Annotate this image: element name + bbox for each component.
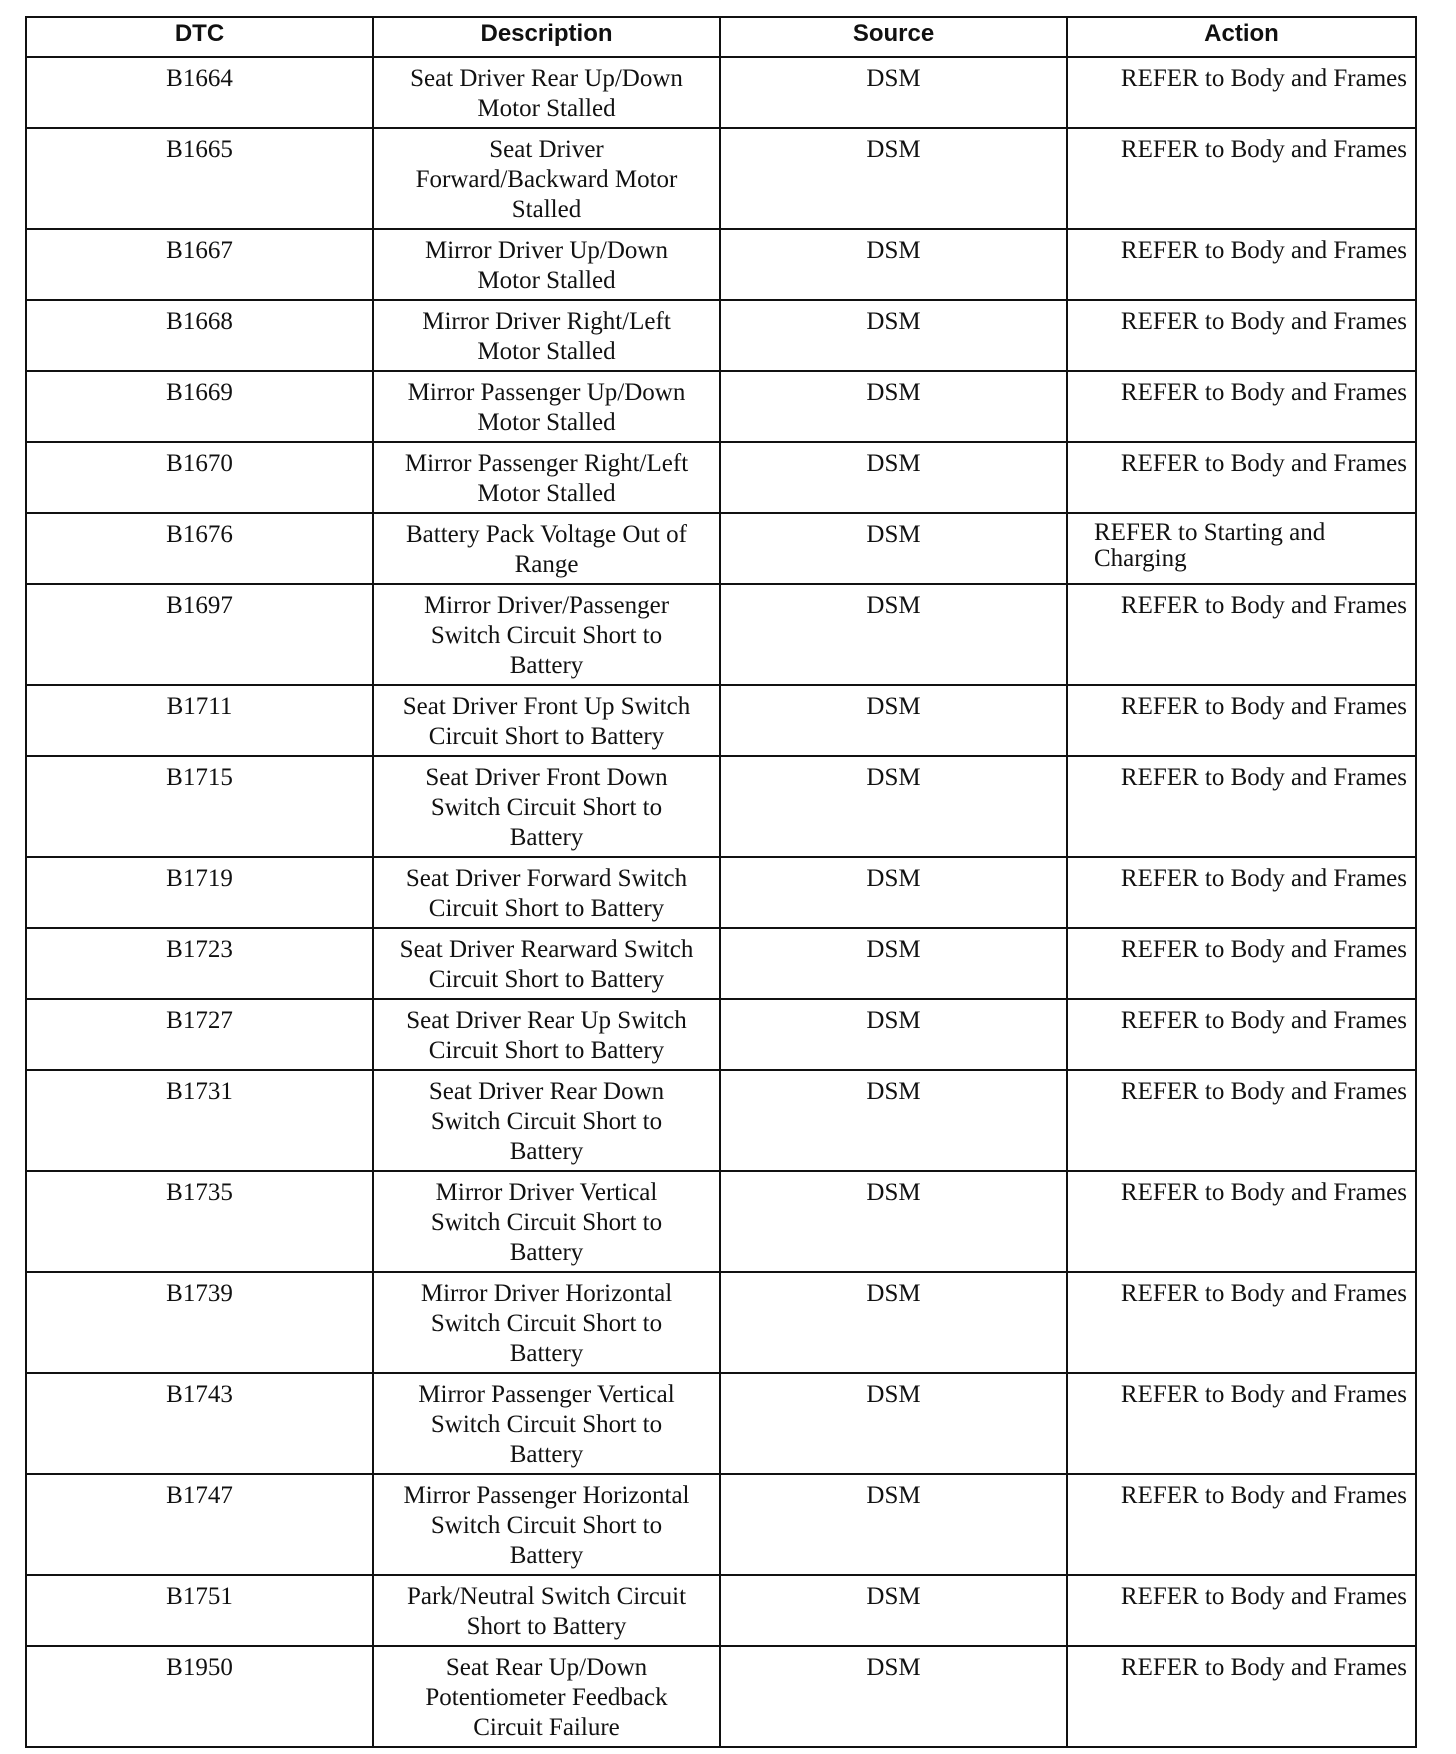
description-cell: Mirror Driver Up/Down Motor Stalled [373, 229, 720, 300]
source-cell: DSM [720, 1646, 1067, 1747]
table-row [26, 1373, 1416, 1474]
description-cell: Mirror Passenger Right/Left Motor Stalled [373, 442, 720, 513]
table-row [26, 371, 1416, 442]
action-cell: REFER to Body and Frames [1067, 685, 1416, 756]
source-cell: DSM [720, 857, 1067, 928]
dtc-cell: B1727 [26, 999, 373, 1070]
table-row [26, 685, 1416, 756]
table-row [26, 1646, 1416, 1747]
source-cell: DSM [720, 371, 1067, 442]
table-row [26, 1171, 1416, 1272]
description-cell: Seat Driver Forward Switch Circuit Short to Battery [373, 857, 720, 928]
table-row [26, 229, 1416, 300]
table-row [26, 584, 1416, 685]
table-row [26, 1575, 1416, 1646]
dtc-cell: B1676 [26, 513, 373, 584]
dtc-cell: B1670 [26, 442, 373, 513]
header-description: Description [373, 17, 720, 57]
source-cell: DSM [720, 584, 1067, 685]
action-cell: REFER to Body and Frames [1067, 229, 1416, 300]
source-cell: DSM [720, 1272, 1067, 1373]
action-cell: REFER to Body and Frames [1067, 442, 1416, 513]
dtc-cell: B1697 [26, 584, 373, 685]
source-cell: DSM [720, 1070, 1067, 1171]
dtc-cell: B1950 [26, 1646, 373, 1747]
source-cell: DSM [720, 128, 1067, 229]
dtc-table [25, 16, 1417, 1748]
description-cell: Seat Driver Front Down Switch Circuit Short to Battery [373, 756, 720, 857]
action-cell: REFER to Body and Frames [1067, 1474, 1416, 1575]
dtc-cell: B1747 [26, 1474, 373, 1575]
dtc-cell: B1668 [26, 300, 373, 371]
source-cell: DSM [720, 1171, 1067, 1272]
source-cell: DSM [720, 300, 1067, 371]
action-cell: REFER to Body and Frames [1067, 928, 1416, 999]
table-row [26, 756, 1416, 857]
header-row [26, 17, 1416, 57]
action-cell: REFER to Body and Frames [1067, 1171, 1416, 1272]
description-cell: Seat Driver Rear Up Switch Circuit Short to Battery [373, 999, 720, 1070]
action-cell: REFER to Body and Frames [1067, 1646, 1416, 1747]
action-cell: REFER to Body and Frames [1067, 999, 1416, 1070]
source-cell: DSM [720, 1474, 1067, 1575]
description-cell: Seat Driver Forward/Backward Motor Stalled [373, 128, 720, 229]
header-source: Source [720, 17, 1067, 57]
source-cell: DSM [720, 442, 1067, 513]
table-row [26, 300, 1416, 371]
source-cell: DSM [720, 1373, 1067, 1474]
action-cell: REFER to Body and Frames [1067, 857, 1416, 928]
action-cell: REFER to Body and Frames [1067, 756, 1416, 857]
action-cell: REFER to Starting and Charging [1067, 513, 1416, 584]
action-cell: REFER to Body and Frames [1067, 1070, 1416, 1171]
source-cell: DSM [720, 1575, 1067, 1646]
description-cell: Mirror Driver Right/Left Motor Stalled [373, 300, 720, 371]
dtc-cell: B1743 [26, 1373, 373, 1474]
source-cell: DSM [720, 756, 1067, 857]
source-cell: DSM [720, 928, 1067, 999]
action-cell: REFER to Body and Frames [1067, 1272, 1416, 1373]
action-cell: REFER to Body and Frames [1067, 57, 1416, 128]
description-cell: Mirror Driver Vertical Switch Circuit Short to Battery [373, 1171, 720, 1272]
table-row [26, 857, 1416, 928]
table-row [26, 1474, 1416, 1575]
table-row [26, 1272, 1416, 1373]
dtc-cell: B1665 [26, 128, 373, 229]
dtc-cell: B1664 [26, 57, 373, 128]
description-cell: Seat Driver Rear Down Switch Circuit Short to Battery [373, 1070, 720, 1171]
table-row [26, 442, 1416, 513]
dtc-cell: B1731 [26, 1070, 373, 1171]
dtc-cell: B1723 [26, 928, 373, 999]
description-cell: Mirror Passenger Vertical Switch Circuit Short to Battery [373, 1373, 720, 1474]
source-cell: DSM [720, 229, 1067, 300]
description-cell: Park/Neutral Switch Circuit Short to Battery [373, 1575, 720, 1646]
description-cell: Mirror Driver Horizontal Switch Circuit Short to Battery [373, 1272, 720, 1373]
description-cell: Battery Pack Voltage Out of Range [373, 513, 720, 584]
description-cell: Seat Driver Rearward Switch Circuit Short to Battery [373, 928, 720, 999]
source-cell: DSM [720, 513, 1067, 584]
table-row [26, 57, 1416, 128]
dtc-cell: B1715 [26, 756, 373, 857]
dtc-cell: B1751 [26, 1575, 373, 1646]
description-cell: Mirror Passenger Horizontal Switch Circuit Short to Battery [373, 1474, 720, 1575]
dtc-cell: B1735 [26, 1171, 373, 1272]
description-cell: Mirror Passenger Up/Down Motor Stalled [373, 371, 720, 442]
table-row [26, 1070, 1416, 1171]
dtc-cell: B1739 [26, 1272, 373, 1373]
description-cell: Mirror Driver/Passenger Switch Circuit Short to Battery [373, 584, 720, 685]
action-cell: REFER to Body and Frames [1067, 1575, 1416, 1646]
description-cell: Seat Driver Front Up Switch Circuit Short to Battery [373, 685, 720, 756]
table-row [26, 128, 1416, 229]
description-cell: Seat Driver Rear Up/Down Motor Stalled [373, 57, 720, 128]
header-dtc: DTC [26, 17, 373, 57]
source-cell: DSM [720, 999, 1067, 1070]
source-cell: DSM [720, 685, 1067, 756]
action-cell: REFER to Body and Frames [1067, 584, 1416, 685]
table-row [26, 928, 1416, 999]
header-action: Action [1067, 17, 1416, 57]
table-row [26, 513, 1416, 584]
dtc-cell: B1669 [26, 371, 373, 442]
dtc-cell: B1711 [26, 685, 373, 756]
table-row [26, 999, 1416, 1070]
dtc-cell: B1667 [26, 229, 373, 300]
action-cell: REFER to Body and Frames [1067, 128, 1416, 229]
action-cell: REFER to Body and Frames [1067, 300, 1416, 371]
description-cell: Seat Rear Up/Down Potentiometer Feedback Circuit Failure [373, 1646, 720, 1747]
dtc-cell: B1719 [26, 857, 373, 928]
action-cell: REFER to Body and Frames [1067, 371, 1416, 442]
source-cell: DSM [720, 57, 1067, 128]
action-cell: REFER to Body and Frames [1067, 1373, 1416, 1474]
